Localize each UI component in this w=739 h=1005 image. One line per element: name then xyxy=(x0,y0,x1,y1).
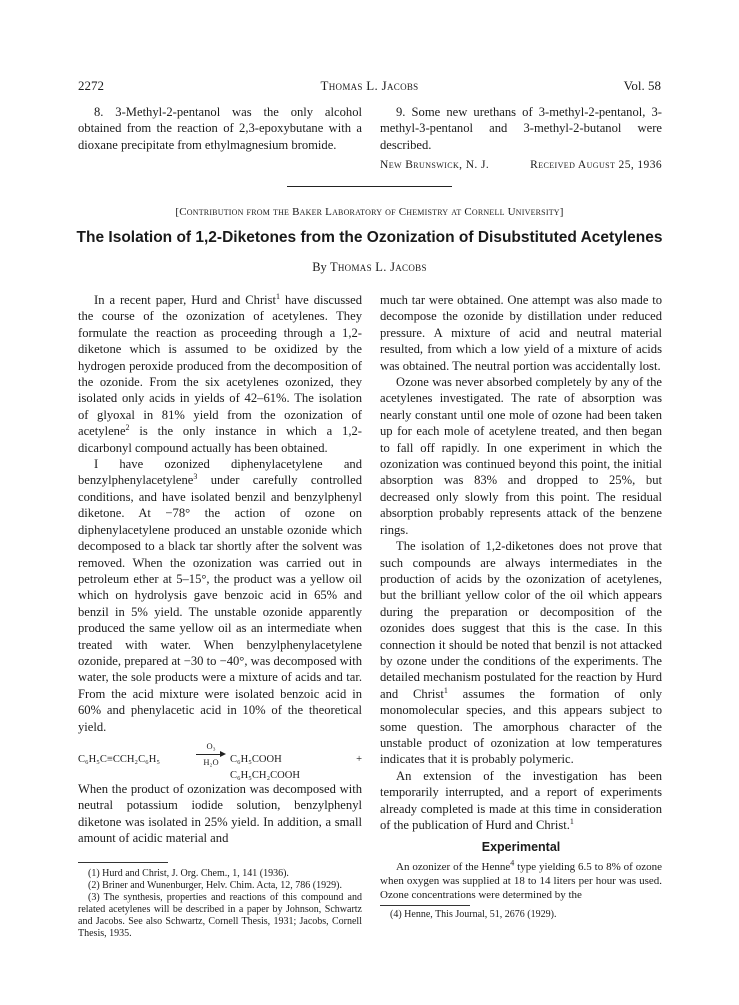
running-header xyxy=(78,78,661,96)
received-date: Received August 25, 1936 xyxy=(530,159,662,172)
equation-reactant: C₆H₅C≡CCH₂C₆H₅ xyxy=(78,753,160,765)
text-span: under carefully controlled conditions, and have isolated benzil and benzylphenyl diketone. At −78° the action of ozone on diphenylacetylene produced an unstable ozonide which decomposed to a black tar shortly after the solvent was removed. When the ozonization was carried out in petroleum ether at 5–15°, the product was a yellow oil which on hydrolysis gave benzoic acid in 65% and benzil in 5% yield. The unstable ozonide apparently produced the same yellow oil as an intermediate when treated with water. When benzylphenylacetylene ozonide, prepared at −30 to −40°, was decomposed with water, the sole products were a mixture of acids and tar. From the acid mixture were isolated benzoic acid in 60% and phenylacetic acid in 10% of the theoretical yield. xyxy=(78,473,362,734)
author-name: Thomas L. Jacobs xyxy=(329,260,427,274)
text-span: is the only instance in which a 1,2-dicarbonyl compound actually has been obtained. xyxy=(78,424,362,455)
footnote-ref: 1 xyxy=(443,685,448,695)
paragraph-2 xyxy=(78,456,362,735)
main-column-right xyxy=(380,292,662,921)
paragraph-4: much tar were obtained. One attempt was also made to decompose the ozonide by distillation under reduced pressure. A mixture of acid and neutral material resulted, from which a low yield of a mixture of acids was obtained. The neutral portion was accidentally lost. xyxy=(380,293,662,373)
summary-item-9: 9. Some new urethans of 3-methyl-2-pentanol, 3-methyl-3-pentanol and 3-methyl-2-butanol were described. xyxy=(380,105,662,152)
text-span: assumes the formation of only monomolecular species, and this appears subject to some question. The amorphous character of the unstable product of ozonization at low temperatures indicates that it is probably polymeric. xyxy=(380,686,662,767)
footnote-ref: 1 xyxy=(569,816,574,826)
footnote-divider xyxy=(380,905,470,906)
paragraph-3: When the product of ozonization was decomposed with neutral potassium iodide solution, benzylphenyl diketone was isolated in 25% yield. In addition, a small amount of acidic material and xyxy=(78,781,362,846)
main-column-left xyxy=(78,292,362,847)
footnote-3: (3) The synthesis, properties and reactions of this compound and related acetylenes will be described in a paper by Johnson, Schwartz and Jacobs. See also Schwartz, Cornell Thesis, 1931; Jacobs, Cornell Thesis, 1935. xyxy=(78,892,362,939)
arrow-reagent-below: H₂O xyxy=(203,756,219,767)
text-span: In a recent paper, Hurd and Christ xyxy=(94,293,277,307)
equation-products: C₆H₅COOH + C₆H₅CH₂COOH xyxy=(230,753,362,782)
address-line xyxy=(380,157,662,173)
byline-by: By xyxy=(312,260,327,274)
text-span: The isolation of 1,2-diketones does not prove that such compounds are always intermediates in the production of acids by the ozonization of acetylenes, but the brilliant yellow color of the oil which appears during the preparation or decomposition of the ozonides does suggest that this is the case. In this connection it should be noted that benzil is not attacked by ozone under the conditions of the experiments. The detailed mechanism postulated for the reaction by Hurd and Christ xyxy=(380,539,662,701)
experimental-heading: Experimental xyxy=(481,840,561,855)
page-number: 2272 xyxy=(78,78,104,93)
text-span: An ozonizer of the Henne xyxy=(396,860,511,873)
footnotes-left xyxy=(78,868,362,940)
address: New Brunswick, N. J. xyxy=(380,159,490,172)
footnote-4: (4) Henne, This Journal, 51, 2676 (1929). xyxy=(390,908,557,920)
footnote-ref: 2 xyxy=(125,423,130,433)
running-title: Thomas L. Jacobs xyxy=(320,78,419,93)
footnote-1: (1) Hurd and Christ, J. Org. Chem., 1, 141 (1936). xyxy=(88,868,289,879)
footnote-ref: 1 xyxy=(276,291,281,301)
paragraph-7 xyxy=(380,768,662,834)
text-span: An extension of the investigation has been temporarily interrupted, and a report of experiments already completed is made at this time in consideration of the publication of Hurd and Christ. xyxy=(380,768,662,832)
footnote-ref: 4 xyxy=(510,858,515,868)
paragraph-6 xyxy=(380,538,662,768)
article-title: The Isolation of 1,2-Diketones from the Ozonization of Disubstituted Acetylenes xyxy=(76,229,663,246)
text-span: have discussed the course of the ozonization of acetylenes. They formulate the reaction as proceeding through a 1,2-diketone which is assumed to be oxidized by the hydrogen peroxide produced from the decomposition of the ozonide. From the six acetylenes ozonized, they isolated only acids in yields of 42–61%. The isolation of glyoxal in 81% yield from the ozonization of acetylene xyxy=(78,293,363,439)
text-span: type yielding 6.5 to 8% of ozone when oxygen was supplied at 18 to 14 liters per hour was used. Ozone concentrations were determined by the xyxy=(380,860,663,901)
arrow-reagent-above: O₃ xyxy=(206,740,216,751)
experimental-paragraph xyxy=(380,860,662,902)
section-divider xyxy=(287,186,452,187)
paragraph-5: Ozone was never absorbed completely by any of the acetylenes investigated. The rate of absorption was nearly constant until one mole of ozone had been taken up for each mole of acetylene treated, and then began to fall off rapidly. In one experiment in which the ozonization was continued beyond this point, the initial absorption was 83% and dropped to 25%, but decreased only slowly from this point. The residual absorption probably represents attack of the benzene rings. xyxy=(380,375,662,537)
contribution-line: [Contribution from the Baker Laboratory of Chemistry at Cornell University] xyxy=(175,206,564,218)
summary-item-8: 8. 3-Methyl-2-pentanol was the only alcohol obtained from the reaction of 2,3-epoxybutane with a dioxane precipitate from ethylmagnesium bromide. xyxy=(78,105,362,152)
footnote-2: (2) Briner and Wunenburger, Helv. Chim. Acta, 12, 786 (1929). xyxy=(88,880,342,891)
reaction-arrow xyxy=(196,741,226,767)
footnotes-right xyxy=(380,905,662,921)
arrow-icon xyxy=(196,751,226,757)
previous-summary-right xyxy=(380,104,662,174)
paragraph-1 xyxy=(78,292,362,456)
reaction-equation xyxy=(78,740,362,782)
footnote-divider xyxy=(78,862,168,863)
volume-number: Vol. 58 xyxy=(623,78,661,93)
byline xyxy=(78,260,661,275)
footnote-ref: 3 xyxy=(193,472,198,482)
previous-summary-left xyxy=(78,104,362,153)
text-span: I have ozonized diphenylacetylene and benzylphenylacetylene xyxy=(78,457,362,488)
